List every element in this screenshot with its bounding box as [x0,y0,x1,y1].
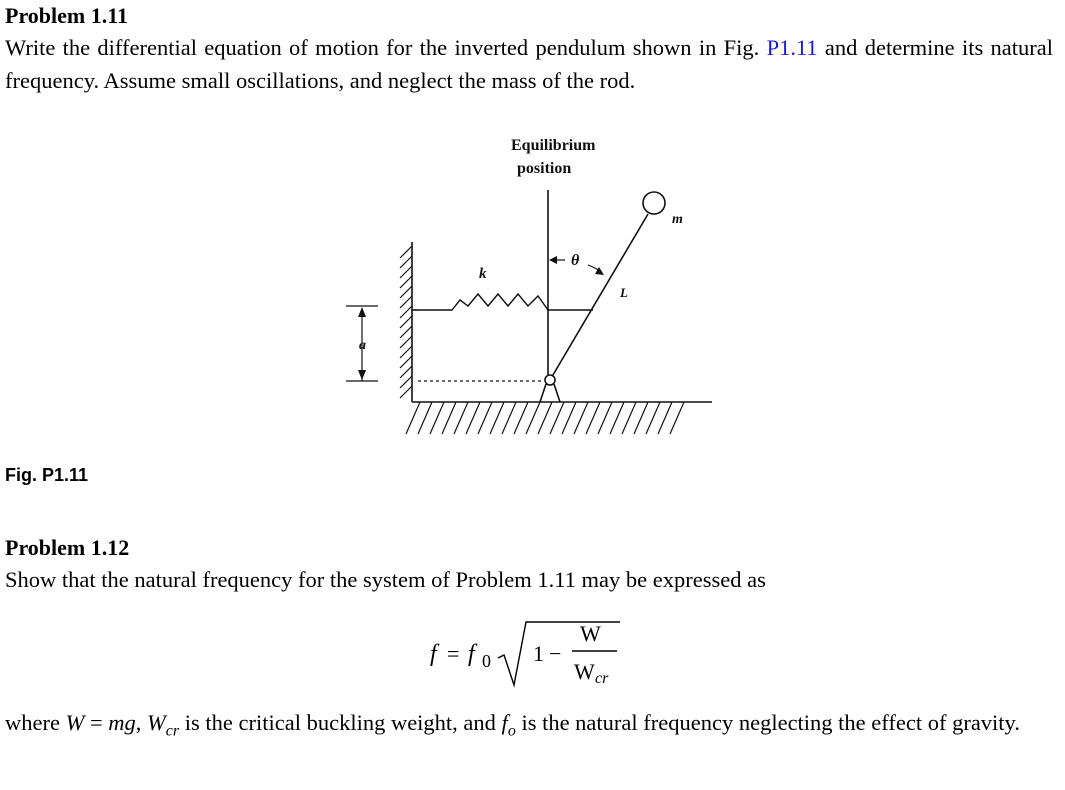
spring-constant-label: k [479,266,487,282]
spring [418,294,548,310]
dimension-a-arrow-top [358,307,366,317]
formula-one: 1 [533,641,544,666]
problem-1-12-title: Problem 1.12 [5,535,130,560]
where-text: where [5,710,66,735]
formula-f0: f [468,641,475,667]
mass-label: m [672,212,683,227]
natural-frequency-formula [420,612,660,692]
theta-label: θ [571,252,580,269]
pivot-support-left [540,384,546,402]
equilibrium-label-line-1: Equilibrium [511,137,596,154]
figure-caption: Fig. P1.11 [5,465,89,485]
where-equals: = [84,710,109,735]
pendulum-mass [643,192,665,214]
pendulum-rod [550,214,648,380]
dimension-a-arrow-bottom [358,370,366,380]
where-Wcr-subscript: cr [165,722,180,740]
where-fo: f [501,710,508,735]
problem-1-11-text-before: Write the differential equation of motion for the inverted pendulum shown in Fig. [5,35,767,60]
where-Wcr: W [147,710,166,735]
problem-1-11-title: Problem 1.11 [5,3,129,28]
dimension-a-label: a [359,338,366,353]
equilibrium-label-line-2: position [517,160,572,177]
problem-1-12-intro: Show that the natural frequency for the system of Problem 1.11 may be expressed as [5,567,766,592]
ground-hatching [406,402,684,434]
where-text-gravity: is the natural frequency neglecting the effect of gravity. [515,710,1020,735]
formula-f: f [430,641,437,667]
problem-1-12-where-text [5,706,1053,748]
figure-reference-link[interactable]: P1.11 [766,35,818,60]
pivot-support-right [554,384,560,402]
formula-denominator-subscript: cr [595,670,609,687]
formula-numerator: W [580,621,601,646]
rod-length-label: L [620,285,628,300]
formula-minus: − [549,641,562,666]
formula-f0-subscript: 0 [482,651,491,671]
formula-equals: = [447,641,460,666]
where-mg: mg [108,710,136,735]
where-fo-subscript: o [507,722,516,740]
where-text-critical: is the critical buckling weight, and [179,710,502,735]
problem-1-11-text-after: and determine its natural frequency. Assume small oscillations, and neglect the mass of the rod. [5,35,1054,93]
formula-denominator: W [574,659,595,684]
theta-arrowhead-left [549,256,557,264]
wall-hatching [400,246,412,398]
where-comma: , [135,710,148,735]
where-W: W [65,710,85,735]
pivot-pin [545,375,555,385]
